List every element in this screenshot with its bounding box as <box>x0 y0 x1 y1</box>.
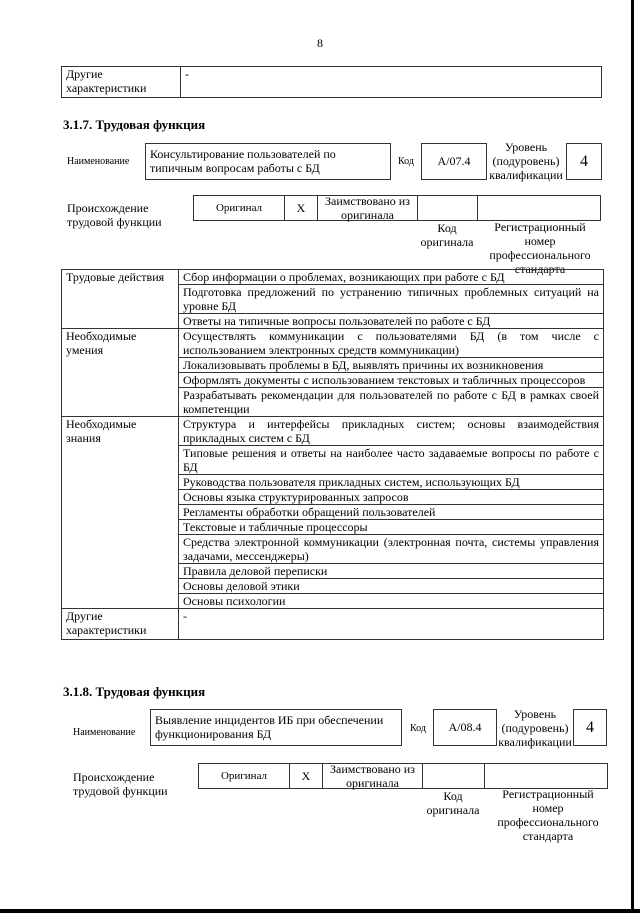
requirement-cell: Основы деловой этики <box>179 579 604 594</box>
requirement-cell: Типовые решения и ответы на наиболее часто задаваемые вопросы по работе с БД <box>179 446 604 475</box>
level-value-318: 4 <box>586 718 594 736</box>
scan-frame-right <box>631 0 634 913</box>
group-label: Необходимые умения <box>62 329 179 417</box>
top-other-label: Другие характеристики <box>62 67 181 98</box>
level-value-317: 4 <box>580 152 588 170</box>
reg-label-318: Регистрационный номер профессионального стандарта <box>497 787 599 843</box>
name-value-318: Выявление инцидентов ИБ при обеспечении функционирования БД <box>155 713 384 741</box>
original-mark-317: X <box>284 196 318 220</box>
borrowed-label-317: Заимствовано из оригинала <box>318 196 418 220</box>
requirement-cell: Правила деловой переписки <box>179 564 604 579</box>
requirement-cell: Локализовывать проблемы в БД, выявлять причины их возникновения <box>179 358 604 373</box>
reg-label-317: Регистрационный номер профессионального стандарта <box>489 220 591 276</box>
code-value-317: A/07.4 <box>437 154 471 168</box>
requirement-cell: Подготовка предложений по устранению типичных проблемных ситуаций на уровне БД <box>179 285 604 314</box>
table-row <box>62 417 604 446</box>
level-box-318 <box>573 709 607 746</box>
original-label-318: Оригинал <box>220 770 268 782</box>
requirement-cell: Основы психологии <box>179 594 604 609</box>
requirement-cell: Основы языка структурированных запросов <box>179 490 604 505</box>
code-value-318: A/08.4 <box>448 720 482 734</box>
code-label-318: Код <box>410 723 426 734</box>
origin-box-318 <box>198 763 608 789</box>
requirement-cell: Ответы на типичные вопросы пользователей по работе с БД <box>179 314 604 329</box>
level-label-318: Уровень (подуровень) квалификации <box>498 707 572 749</box>
requirement-cell: Осуществлять коммуникации с пользователями БД (в том числе с использованием электронных средств коммуникации) <box>179 329 604 358</box>
page-number: 8 <box>317 36 323 50</box>
requirement-cell: Структура и интерфейсы прикладных систем; основы взаимодействия прикладных систем с БД <box>179 417 604 446</box>
requirement-cell: Оформлять документы с использованием текстовых и табличных процессоров <box>179 373 604 388</box>
code-orig-label-317: Код оригинала <box>420 221 474 249</box>
top-other-table <box>61 66 602 98</box>
code-label-317: Код <box>398 156 414 167</box>
requirement-cell: Текстовые и табличные процессоры <box>179 520 604 535</box>
section-title-317: 3.1.7. Трудовая функция <box>63 117 206 132</box>
table-row <box>62 270 604 285</box>
requirement-cell: Сбор информации о проблемах, возникающих при работе с БД <box>179 270 604 285</box>
requirement-cell: Разрабатывать рекомендации для пользователей по работе с БД в рамках своей компетенции <box>179 388 604 417</box>
code-orig-label-318: Код оригинала <box>426 789 480 817</box>
requirement-cell: Средства электронной коммуникации (электронная почта, системы управления задачами, мессенджеры) <box>179 535 604 564</box>
top-other-value: - <box>181 67 602 98</box>
name-label-317: Наименование <box>67 156 130 167</box>
origin-label-318: Происхождение трудовой функции <box>73 770 168 798</box>
level-label-317: Уровень (подуровень) квалификации <box>489 140 563 182</box>
scan-frame-bottom <box>0 909 640 913</box>
code-orig-box-318 <box>423 764 485 788</box>
original-label-317: Оригинал <box>215 202 263 214</box>
name-value-317: Консультирование пользователей по типичным вопросам работы с БД <box>150 147 336 175</box>
original-mark-318: X <box>289 764 323 788</box>
origin-box-317 <box>193 195 601 221</box>
group-label: Необходимые знания <box>62 417 179 609</box>
group-label: Трудовые действия <box>62 270 179 329</box>
level-box-317 <box>566 143 602 180</box>
borrowed-label-318: Заимствовано из оригинала <box>323 764 423 788</box>
table-row <box>62 609 604 640</box>
requirement-cell: Руководства пользователя прикладных систем, использующих БД <box>179 475 604 490</box>
code-box-317 <box>421 143 487 180</box>
name-box-318 <box>150 709 402 746</box>
labor-function-table <box>61 269 604 640</box>
section-title-318: 3.1.8. Трудовая функция <box>63 684 206 699</box>
requirement-cell: Регламенты обработки обращений пользователей <box>179 505 604 520</box>
requirement-cell: - <box>179 609 604 640</box>
code-orig-box-317 <box>418 196 478 220</box>
name-label-318: Наименование <box>73 727 136 738</box>
name-box-317 <box>145 143 391 180</box>
code-box-318 <box>433 709 497 746</box>
origin-label-317: Происхождение трудовой функции <box>67 201 162 229</box>
table-row <box>62 329 604 358</box>
group-label: Другие характеристики <box>62 609 179 640</box>
